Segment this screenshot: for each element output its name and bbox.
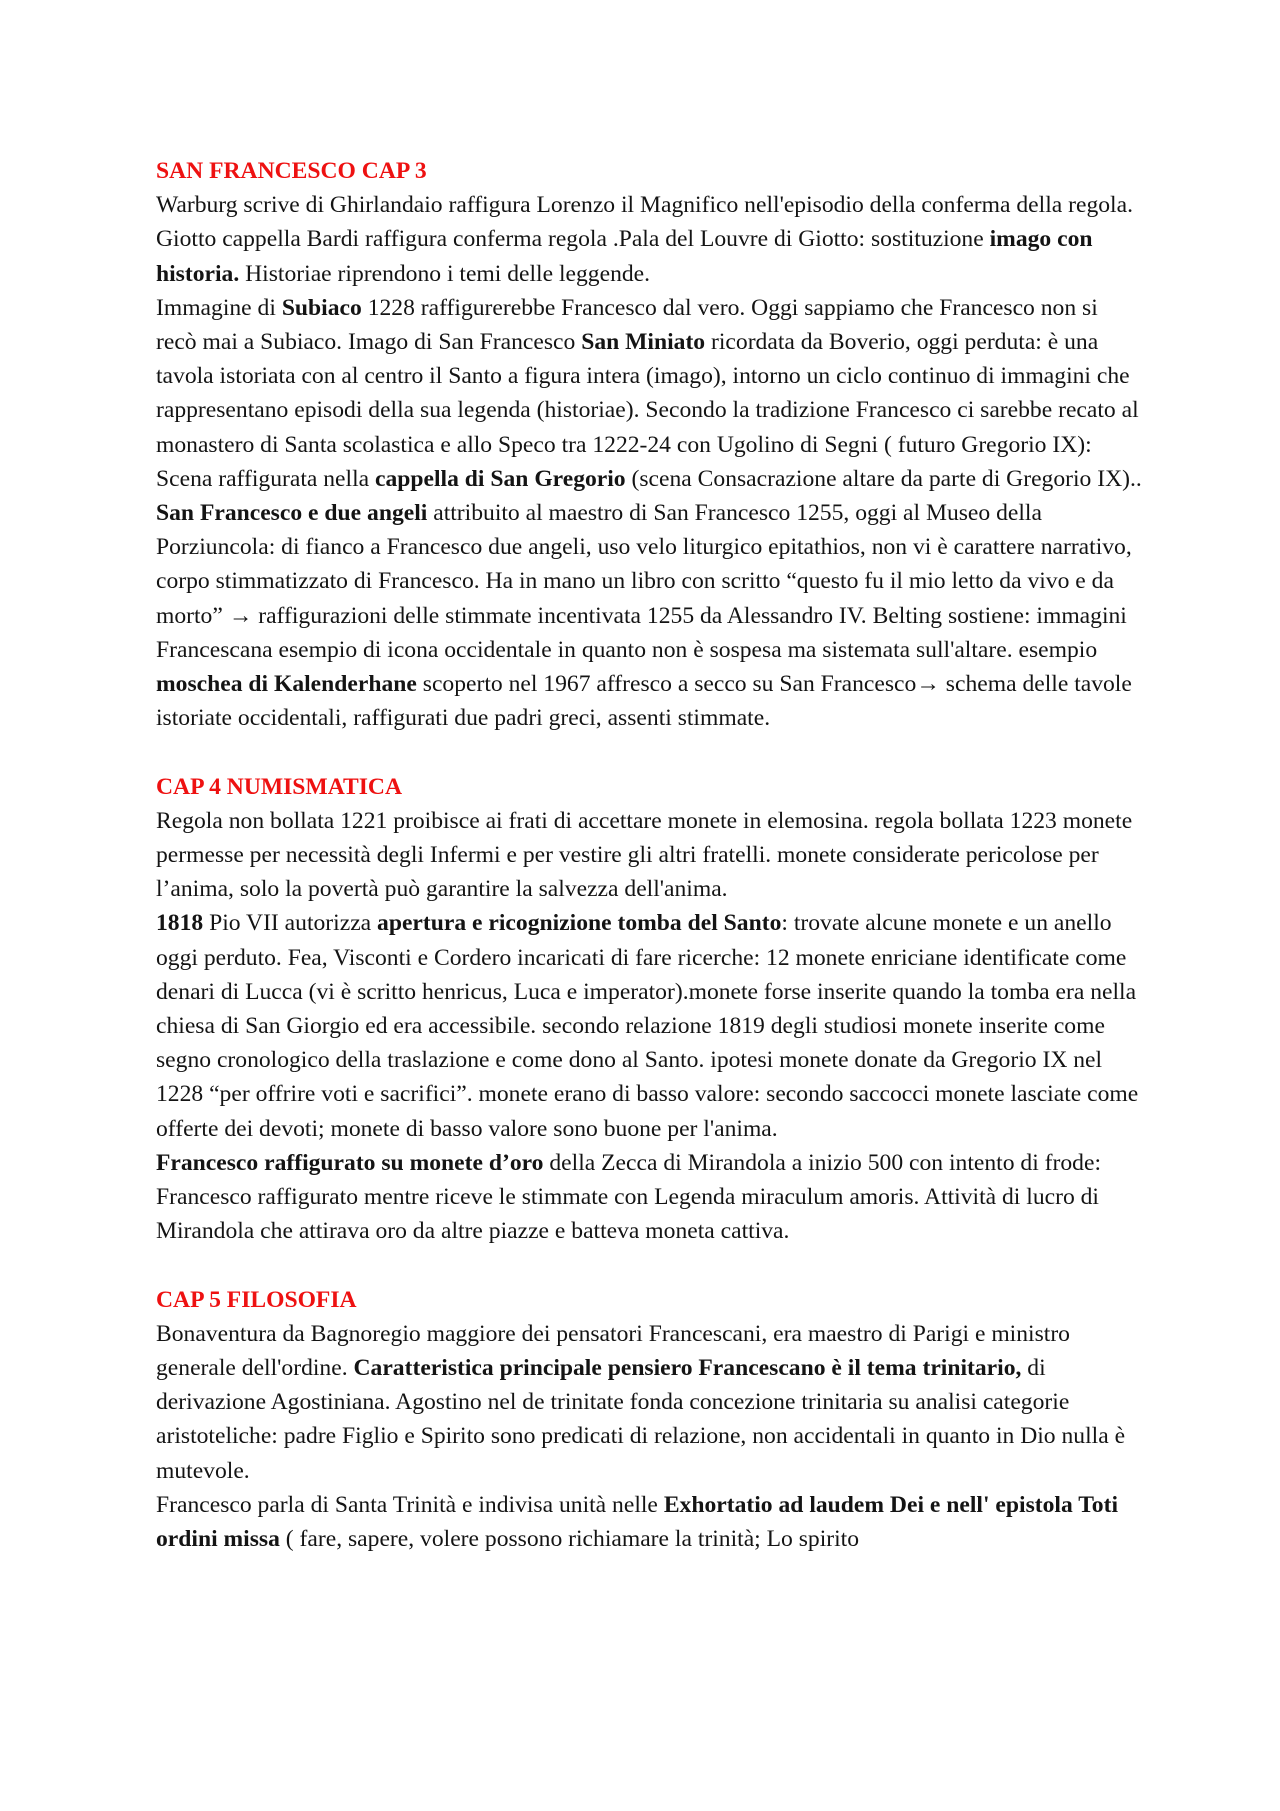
body-paragraph [156,906,1142,1145]
text-run: Regola non bollata 1221 proibisce ai frati di accettare monete in elemosina. regola bollata 1223 monete permesse per necessità degli Infermi e per vestire gli altri fratelli. monete considerate pericolose per l’anima, solo la povertà può garantire la salvezza dell'anima. [156,807,1133,903]
bold-text-run: San Francesco e due angeli [156,500,428,527]
document-section [156,1283,1142,1557]
bold-text-run: Exhortatio ad laudem Dei e nell' epistola Toti ordini missa [156,1491,1119,1553]
text-run: 1228 raffigurerebbe Francesco dal vero. Oggi sappiamo che Francesco non si recò mai a Subiaco. Imago di San Francesco [156,294,1098,356]
text-run: Bonaventura da Bagnoregio maggiore dei pensatori Francescani, era maestro di Parigi e ministro generale dell'ordine. [156,1320,1070,1382]
text-run: ( fare, sapere, volere possono richiamare la trinità; Lo spirito [279,1526,860,1553]
body-paragraph [156,291,1142,496]
text-run: ricordata da Boverio, oggi perduta: è una tavola istoriata con al centro il Santo a figura intera (imago), intorno un ciclo continuo di immagini che rappresentano episodi della sua legenda (historiae). Secondo la tradizione Francesco ci sarebbe recato al monastero di Santa scolastica e allo Speco tra 1222-24 con Ugolino di Segni ( futuro Gregorio IX): Scena raffigurata nella [156,329,1139,492]
text-run: Francesco parla di Santa Trinità e indivisa unità nelle [156,1491,664,1518]
section-heading: CAP 4 NUMISMATICA [156,773,402,800]
text-run: scoperto nel 1967 affresco a secco su San Francesco→ schema delle tavole istoriate occidentali, raffigurati due padri greci, assenti stimmate. [156,671,1132,732]
body-paragraph [156,1488,1142,1556]
bold-text-run: Subiaco [281,294,362,321]
body-paragraph [156,496,1142,735]
body-paragraph [156,1317,1142,1488]
text-run: della Zecca di Mirandola a inizio 500 con intento di frode: Francesco raffigurato mentre riceve le stimmate con Legenda miraculum amoris. Attività di lucro di Mirandola che attirava oro da altre piazze e batteva moneta cattiva. [156,1149,1102,1245]
body-paragraph [156,804,1142,907]
bold-text-run: Francesco raffigurato su monete d’oro [156,1149,544,1176]
document-page [156,154,1142,1556]
text-run: di derivazione Agostiniana. Agostino nel de trinitate fonda concezione trinitaria su analisi categorie aristoteliche: padre Figlio e Spirito sono predicati di relazione, non accidentali in quanto in Dio nulla è mutevole. [156,1355,1126,1484]
text-run: Warburg scrive di Ghirlandaio raffigura Lorenzo il Magnifico nell'episodio della conferma della regola. Giotto cappella Bardi raffigura conferma regola .Pala del Louvre di Giotto: sostituzione [156,192,1133,253]
text-run: (scena Consacrazione altare da parte di Gregorio IX).. [625,465,1142,492]
bold-text-run: Caratteristica principale pensiero Francescano è il tema trinitario, [353,1355,1022,1382]
text-run: Immagine di [156,294,282,321]
text-run: Pio VII autorizza [203,910,378,937]
section-heading: SAN FRANCESCO CAP 3 [156,158,427,184]
bold-text-run: apertura e ricognizione tomba del Santo [377,910,782,937]
bold-text-run: imago con historia. [156,226,1093,287]
bold-text-run: moschea di Kalenderhane [156,671,417,698]
body-paragraph [156,1146,1142,1249]
document-section [156,770,1142,1249]
section-heading: CAP 5 FILOSOFIA [156,1286,357,1313]
bold-text-run: San Miniato [581,329,706,356]
text-run: : trovate alcune monete e un anello oggi perduto. Fea, Visconti e Cordero incaricati di fare ricerche: 12 monete enriciane identificate come denari di Lucca (vi è scritto henricus, Luca e imperator).monete forse inserite quando la tomba era nella chiesa di San Giorgio ed era accessibile. secondo relazione 1819 degli studiosi monete inserite come segno cronologico della traslazione e come dono al Santo. ipotesi monete donate da Gregorio IX nel 1228 “per offrire voti e sacrifici”. monete erano di basso valore: secondo saccocci monete lasciate come offerte dei devoti; monete di basso valore sono buone per l'anima. [156,910,1139,1142]
body-paragraph [156,188,1142,291]
document-section [156,154,1142,735]
bold-text-run: 1818 [156,910,204,937]
bold-text-run: cappella di San Gregorio [375,465,626,492]
text-run: Historiae riprendono i temi delle leggende. [239,260,651,287]
text-run: attribuito al maestro di San Francesco 1255, oggi al Museo della Porziuncola: di fianco a Francesco due angeli, uso velo liturgico epitathios, non vi è carattere narrativo, corpo stimmatizzato di Francesco. Ha in mano un libro con scritto “questo fu il mio letto da vivo e da morto” → raffigurazioni delle stimmate incentivata 1255 da Alessandro IV. Belting sostiene: immagini Francescana esempio di icona occidentale in quanto non è sospesa ma sistemata sull'altare. esempio [156,500,1132,663]
